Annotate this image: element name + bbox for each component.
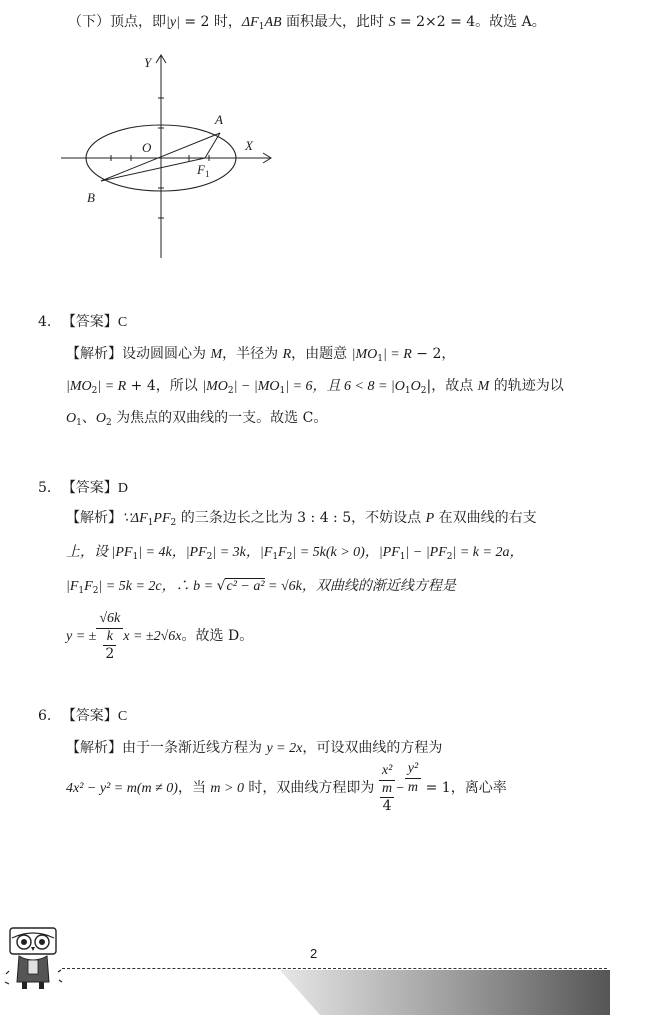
text-run: 。故选 A。 <box>475 14 546 30</box>
text-run: 的三条边长之比为 3 : 4 : 5，不妨设点 <box>176 510 426 526</box>
math-run: S <box>388 15 396 30</box>
subscript: 1 <box>258 22 265 32</box>
q6-analysis-line-2 <box>66 758 507 818</box>
text-run: 时，双曲线方程即为 <box>243 780 379 796</box>
text-run: ，由题意 <box>291 346 352 362</box>
math-run: 上，设 |PF <box>66 545 133 560</box>
segment-af1 <box>205 133 220 158</box>
subscript: 2 <box>286 552 293 562</box>
focus-subscript: 1 <box>204 169 210 179</box>
subscript: 2 <box>420 386 427 396</box>
math-run: | = 4k，|PF <box>138 545 207 560</box>
fraction-denominator: m <box>407 779 419 795</box>
q5-number: 5. <box>38 480 52 496</box>
footer-gradient-band <box>280 970 610 1015</box>
subscript: 1 <box>279 386 286 396</box>
fraction-denominator <box>379 781 395 814</box>
text-run: 由于一条渐近线方程为 <box>122 740 267 756</box>
q5-analysis-line-2 <box>66 542 523 567</box>
math-run: R <box>282 347 292 362</box>
page-number: 2 <box>310 946 318 961</box>
fraction-numerator: √6k <box>96 610 123 629</box>
subscript: 1 <box>399 552 406 562</box>
q4-analysis-line-3 <box>66 408 327 433</box>
math-run: O <box>66 411 77 426</box>
top-line <box>68 12 546 37</box>
subscript: 2 <box>92 586 99 596</box>
math-run: AB <box>264 15 282 30</box>
subscript: 1 <box>404 386 411 396</box>
math-run: F <box>84 579 93 594</box>
math-run: | = k = 2a， <box>452 545 524 560</box>
math-run: |F <box>66 579 79 594</box>
nested-denominator: 4 <box>382 798 392 814</box>
ellipse-figure <box>55 50 285 265</box>
q4-analysis-line-2 <box>66 376 564 401</box>
subscript: 1 <box>147 518 154 528</box>
text-run: 。故选 D。 <box>181 628 254 644</box>
point-b-label: B <box>87 190 95 205</box>
subscript: 1 <box>272 552 279 562</box>
q5-answer: D <box>117 481 128 496</box>
math-run: | = 5k = 2c，∴ b = <box>98 579 217 594</box>
subscript: 1 <box>377 354 383 364</box>
text-run: = 2 时， <box>179 14 242 30</box>
math-run: | − |MO <box>233 379 280 394</box>
text-run: 面积最大，此时 <box>281 14 389 30</box>
fraction-numerator: x² <box>379 762 395 781</box>
math-run: R <box>117 379 127 394</box>
q5-analysis-line-3: $|F_1F_2| = 5k = 2c$，∴ b = √c² − a² = √6k，双曲线的渐近线方程是 <box>66 578 456 596</box>
subscript: 2 <box>170 518 177 528</box>
math-run: | = <box>382 347 404 362</box>
subscript: 1 <box>78 586 85 596</box>
q5-analysis-label: 【解析】 <box>66 510 122 526</box>
origin-label: O <box>142 140 152 155</box>
y-axis-label: Y <box>144 55 152 70</box>
text-run: = 1，离心率 <box>421 780 507 796</box>
math-run: = √6k，双曲线的渐近线方程是 <box>264 579 456 594</box>
segment-bf1 <box>101 158 205 181</box>
math-run: | = <box>97 379 118 394</box>
math-run: − <box>395 781 405 796</box>
math-run: |MO <box>66 379 92 394</box>
fraction-numerator: y² <box>405 760 421 779</box>
q5-analysis-line-1 <box>66 508 537 533</box>
footer-dashed-rule <box>62 968 607 969</box>
focus-label <box>196 162 209 179</box>
text-run: |，故点 <box>426 378 478 394</box>
q4-analysis-line-1 <box>66 344 455 369</box>
nested-fraction <box>380 781 394 814</box>
math-run: M <box>210 347 223 362</box>
nested-numerator: m <box>382 781 393 796</box>
text-run: ，可设双曲线的方程为 <box>302 740 443 756</box>
sqrt-radicand: c² − a² <box>226 579 265 594</box>
q6-answer-line <box>38 706 127 727</box>
asymptote-fraction <box>96 610 123 662</box>
subscript: 2 <box>91 386 98 396</box>
math-run: | = 3k，|F <box>212 545 273 560</box>
text-run: 、 <box>81 410 96 426</box>
mascot-logo <box>4 924 64 994</box>
focus-letter: F <box>197 162 205 177</box>
math-run: |MO <box>351 347 378 362</box>
text-run: 在双曲线的右支 <box>434 510 537 526</box>
math-run: | = 5k(k > 0)，|PF <box>292 545 400 560</box>
nested-fraction <box>103 629 116 662</box>
subscript: 2 <box>446 552 453 562</box>
subscript: 2 <box>206 552 213 562</box>
subscript: 2 <box>227 386 234 396</box>
hyperbola-fraction-y <box>405 760 421 797</box>
text-run: + 4，所以 <box>126 378 203 394</box>
text-run: − 2， <box>411 346 456 362</box>
math-run: x = ±2√6x <box>123 629 182 644</box>
math-run: m > 0 <box>210 781 244 796</box>
math-run: P <box>425 511 435 526</box>
math-run: = 2×2 = 4 <box>395 14 476 30</box>
text-run: 为焦点的双曲线的一支。故选 C。 <box>111 410 328 426</box>
q4-number: 4. <box>38 314 52 330</box>
math-run: ∵ΔF <box>122 511 148 526</box>
subscript: 1 <box>132 552 139 562</box>
math-run: |y| <box>166 15 180 30</box>
q5-answer-label: 【答案】 <box>61 480 118 496</box>
math-run: F <box>278 545 287 560</box>
q6-analysis-label: 【解析】 <box>66 740 122 756</box>
math-run: y = 2x <box>266 741 303 756</box>
point-a-label: A <box>215 112 223 127</box>
q6-answer-label: 【答案】 <box>61 708 118 724</box>
math-run: | = 6，且 6 < 8 = |O <box>285 379 405 394</box>
fraction-denominator <box>96 629 123 662</box>
text-run: 设动圆圆心为 <box>122 346 211 362</box>
q4-answer-label: 【答案】 <box>61 314 118 330</box>
q4-answer: C <box>117 315 128 330</box>
math-run: R <box>403 347 412 362</box>
math-run: PF <box>153 511 171 526</box>
hyperbola-fraction-x <box>379 762 395 814</box>
math-run: O <box>95 411 106 426</box>
text-run: ，当 <box>177 780 211 796</box>
text-run: 的轨迹为以 <box>489 378 564 394</box>
q5-analysis-line-4 <box>66 606 253 666</box>
subscript: 1 <box>76 418 82 428</box>
nested-denominator: 2 <box>105 646 115 662</box>
math-run: |MO <box>202 379 228 394</box>
math-run: ΔF <box>241 15 259 30</box>
math-run: O <box>410 379 421 394</box>
q4-analysis-label: 【解析】 <box>66 346 122 362</box>
text-run: ，半径为 <box>222 346 283 362</box>
q5-answer-line <box>38 478 128 499</box>
q6-answer: C <box>117 709 128 724</box>
x-axis-label: X <box>245 138 253 153</box>
nested-numerator: k <box>103 629 116 646</box>
q4-answer-line <box>38 312 127 333</box>
q6-number: 6. <box>38 708 52 724</box>
q6-analysis-line-1 <box>66 738 442 759</box>
math-run: | − |PF <box>405 545 447 560</box>
math-run: M <box>477 379 490 394</box>
math-run: 4x² − y² = m(m ≠ 0) <box>66 781 178 796</box>
math-run: y = ± <box>66 629 97 644</box>
subscript: 2 <box>105 418 112 428</box>
text-run: （下）顶点，即 <box>68 14 166 30</box>
